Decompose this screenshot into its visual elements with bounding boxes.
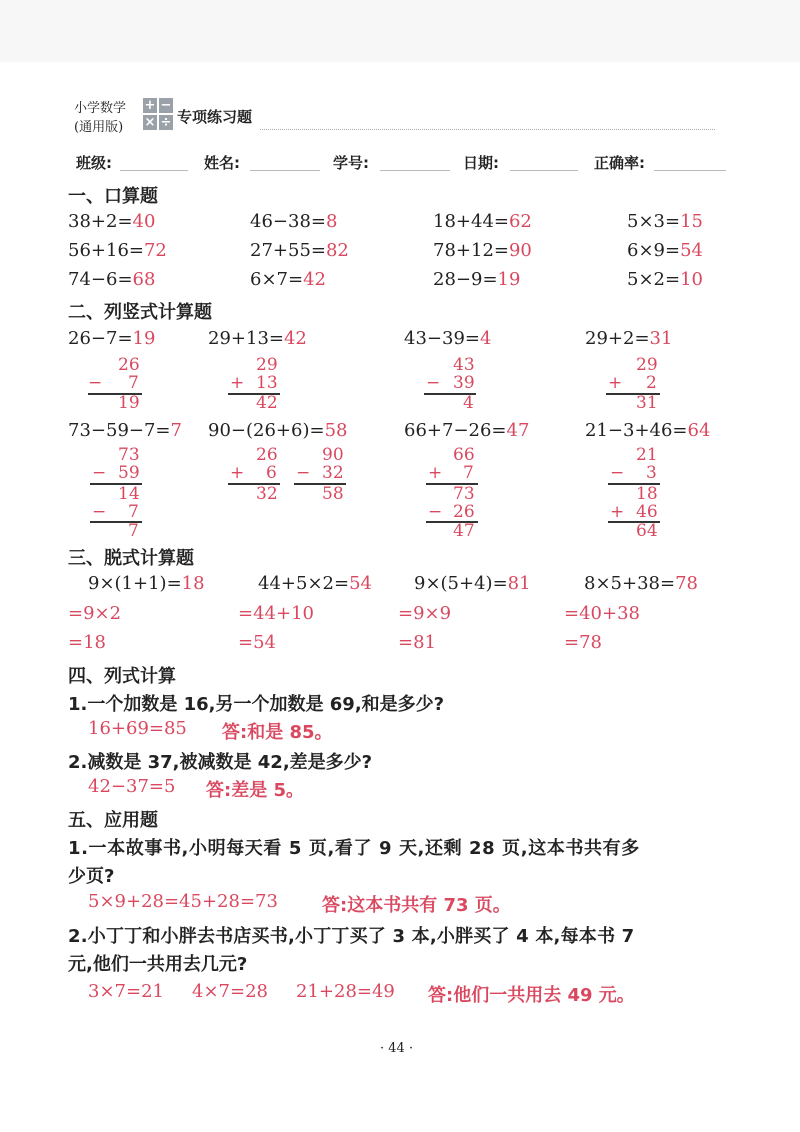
answer-equation: 21+28=49 bbox=[296, 981, 395, 1002]
vertical-problem-question: 29+2=31 bbox=[585, 328, 673, 349]
answer-sentence: 答:和是 85。 bbox=[222, 722, 333, 743]
class-label: 班级: bbox=[76, 154, 112, 172]
date-label: 日期: bbox=[463, 154, 499, 172]
vertical-problem-question: 43−39=4 bbox=[404, 328, 492, 349]
oral-problem: 27+55=82 bbox=[250, 240, 349, 261]
answer-equation: 16+69=85 bbox=[88, 718, 187, 739]
oral-problem: 38+2=40 bbox=[68, 211, 156, 232]
oral-problem: 5×3=15 bbox=[627, 211, 703, 232]
plus-icon: + bbox=[144, 98, 156, 113]
answer-sentence: 答:差是 5。 bbox=[206, 780, 304, 801]
answer-equation: 5×9+28=45+28=73 bbox=[88, 891, 278, 912]
operator-grid-logo bbox=[143, 98, 173, 132]
stepwise-problem: 8×5+38=78 bbox=[584, 573, 698, 594]
oral-problem: 5×2=10 bbox=[627, 269, 703, 290]
stepwise-step: =9×9 bbox=[398, 603, 452, 624]
student-id-blank[interactable] bbox=[380, 170, 450, 171]
section3-heading: 三、脱式计算题 bbox=[68, 548, 194, 569]
stepwise-step: =40+38 bbox=[564, 603, 640, 624]
stepwise-step: =78 bbox=[564, 632, 602, 653]
subject-line2: (通用版) bbox=[74, 120, 124, 135]
name-label: 姓名: bbox=[204, 154, 240, 172]
answer-equation: 3×7=21 bbox=[88, 981, 164, 1002]
date-blank[interactable] bbox=[510, 170, 578, 171]
vertical-problem-question: 66+7−26=47 bbox=[404, 420, 530, 441]
vertical-problem-question: 73−59−7=7 bbox=[68, 420, 182, 441]
page-number: · 44 · bbox=[380, 1041, 414, 1056]
student-id-label: 学号: bbox=[333, 154, 369, 172]
vertical-problem-question: 26−7=19 bbox=[68, 328, 156, 349]
stepwise-problem: 9×(5+4)=81 bbox=[414, 573, 531, 594]
oral-problem: 18+44=62 bbox=[433, 211, 532, 232]
stepwise-problem: 44+5×2=54 bbox=[258, 573, 372, 594]
page-title: 专项练习题 bbox=[177, 108, 253, 126]
word-problem-question: 1.一个加数是 16,另一个加数是 69,和是多少? bbox=[68, 694, 445, 715]
stepwise-step: =54 bbox=[238, 632, 276, 653]
vertical-problem-question: 90−(26+6)=58 bbox=[208, 420, 348, 441]
stepwise-step: =9×2 bbox=[68, 603, 122, 624]
stepwise-step: =81 bbox=[398, 632, 436, 653]
divide-icon: ÷ bbox=[160, 115, 172, 130]
oral-problem: 46−38=8 bbox=[250, 211, 338, 232]
name-blank[interactable] bbox=[250, 170, 320, 171]
oral-problem: 28−9=19 bbox=[433, 269, 521, 290]
answer-sentence: 答:他们一共用去 49 元。 bbox=[428, 985, 635, 1006]
scan-top-band bbox=[0, 0, 800, 62]
section4-heading: 四、列式计算 bbox=[68, 666, 176, 687]
oral-problem: 78+12=90 bbox=[433, 240, 532, 261]
stepwise-problem: 9×(1+1)=18 bbox=[88, 573, 205, 594]
oral-problem: 56+16=72 bbox=[68, 240, 167, 261]
word-problem-question: 2.减数是 37,被减数是 42,差是多少? bbox=[68, 752, 373, 773]
word-problem-question: 2.小丁丁和小胖去书店买书,小丁丁买了 3 本,小胖买了 4 本,每本书 7 bbox=[68, 926, 635, 947]
answer-sentence: 答:这本书共有 73 页。 bbox=[322, 895, 511, 916]
accuracy-blank[interactable] bbox=[654, 170, 726, 171]
minus-icon: − bbox=[160, 98, 172, 113]
answer-equation: 4×7=28 bbox=[192, 981, 268, 1002]
subject-line1: 小学数学 bbox=[74, 101, 127, 116]
times-icon: × bbox=[144, 115, 156, 130]
stepwise-step: =18 bbox=[68, 632, 106, 653]
stepwise-step: =44+10 bbox=[238, 603, 314, 624]
word-problem-question-cont: 元,他们一共用去几元? bbox=[68, 954, 248, 975]
section1-heading: 一、口算题 bbox=[68, 186, 158, 207]
oral-problem: 74−6=68 bbox=[68, 269, 156, 290]
vertical-problem-question: 29+13=42 bbox=[208, 328, 307, 349]
accuracy-label: 正确率: bbox=[594, 154, 645, 172]
class-blank[interactable] bbox=[120, 170, 188, 171]
oral-problem: 6×9=54 bbox=[627, 240, 703, 261]
section2-heading: 二、列竖式计算题 bbox=[68, 302, 212, 323]
word-problem-question-cont: 少页? bbox=[68, 866, 115, 887]
oral-problem: 6×7=42 bbox=[250, 269, 326, 290]
word-problem-question: 1.一本故事书,小明每天看 5 页,看了 9 天,还剩 28 页,这本书共有多 bbox=[68, 838, 640, 859]
vertical-problem-question: 21−3+46=64 bbox=[585, 420, 711, 441]
header-divider bbox=[260, 129, 715, 130]
answer-equation: 42−37=5 bbox=[88, 776, 176, 797]
section5-heading: 五、应用题 bbox=[68, 810, 158, 831]
